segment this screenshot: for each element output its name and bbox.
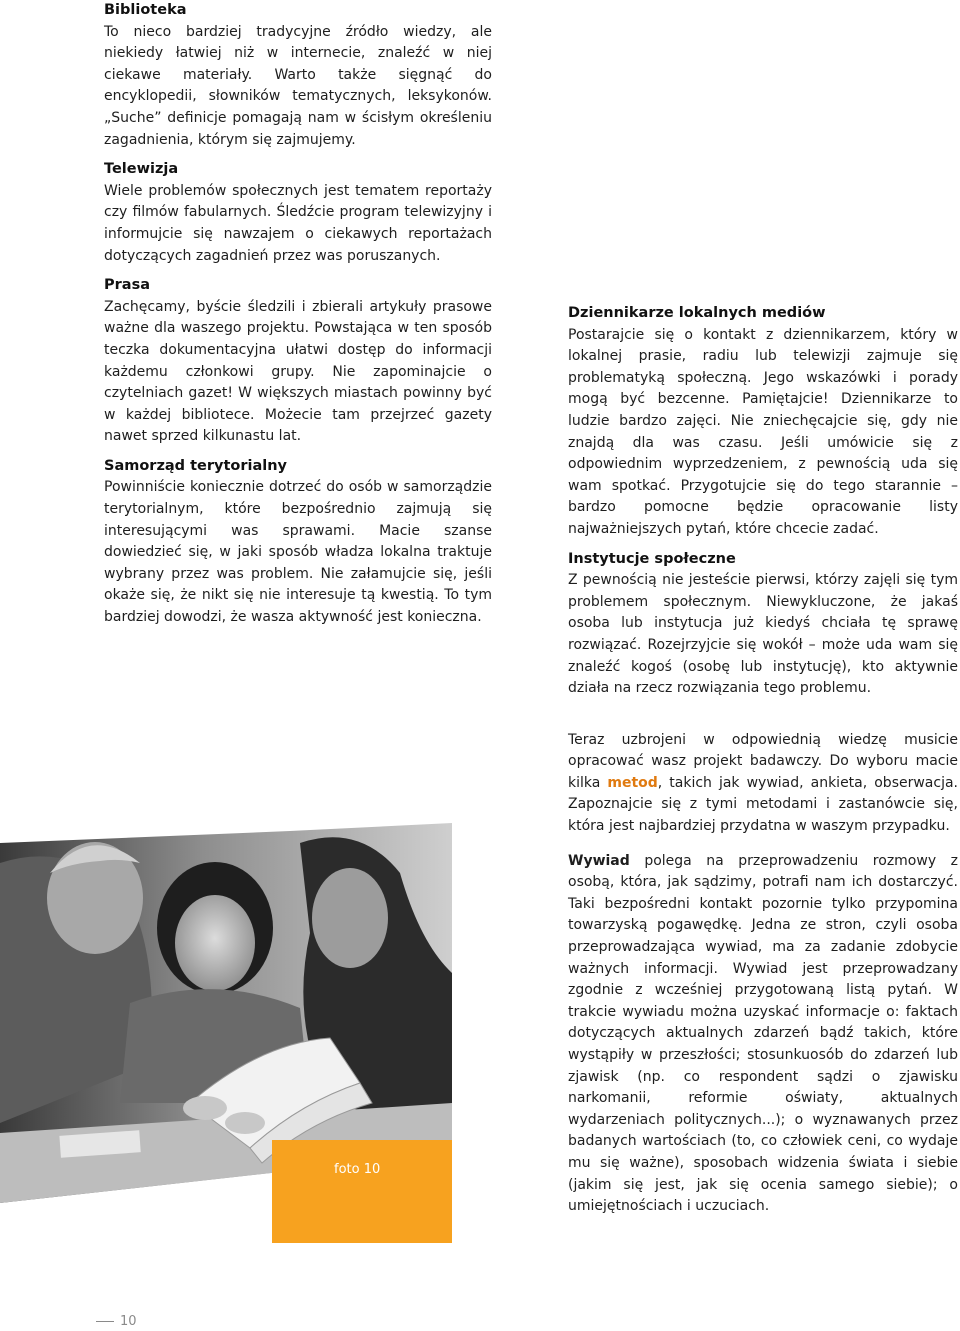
page-number-rule (96, 1321, 114, 1322)
section-heading-dziennikarze: Dziennikarze lokalnych mediów (568, 305, 826, 321)
section-text-telewizja: Wiele problemów społecznych jest tematem reportaży czy filmów fabularnych. Śledźcie program telewizyjny i informujcie się nawzajem o ciekawych reportażach dotyczących zagadnień przez was poruszanych. (104, 182, 492, 264)
section-text-dziennikarze: Postarajcie się o kontakt z dziennikarzem, który w lokalnej prasie, radiu lub telewizji zajmuje się problematyką społeczną. Jego wskazówki i porady mogą być bezcenne. Pamiętajcie! Dziennikarze to ludzie bardzo zajęci. Nie zniechęcajcie się, gdy nie znajdą dla was czasu. Jeśli umówicie się z odpowiednim wyprzedzeniem, z pewnością uda się wam spotkać. Przygotujcie się do tego starannie – bardzo pomocne będzie opracowanie listy najważniejszych pytań, które chcecie zadać. (568, 326, 958, 537)
section-heading-biblioteka: Biblioteka (104, 2, 187, 18)
section-heading-prasa: Prasa (104, 277, 150, 294)
section-text-samorzad: Powinniście koniecznie dotrzeć do osób w samorządzie terytorialnym, które bezpośrednio zajmują się interesującymi was sprawami. Macie szanse dowiedzieć się, w jaki sposób władza lokalna traktuje wybrany przez was problem. Nie załamujcie się, jeśli okaże się, że nikt się nie interesuje tą kwestią. To tym bardziej dowodzi, że wasza aktywność jest konieczna. (104, 479, 492, 626)
methods-paragraph (568, 730, 958, 838)
left-column (104, 0, 492, 629)
methods-text-after: , takich jak wywiad, ankieta, obserwacja. Zapoznajcie się z tymi metodami i zastanówcie się, która jest najbardziej przydatna w waszym przypadku. (568, 774, 958, 835)
section-heading-instytucje: Instytucje społeczne (568, 550, 736, 567)
page-number (96, 1314, 137, 1329)
interview-paragraph (568, 851, 958, 1218)
section-text-biblioteka: To nieco bardziej tradycyjne źródło wiedzy, ale niekiedy łatwiej niż w internecie, znaleźć w niej ciekawe materiały. Warto także sięgnąć do encyklopedii, słowników tematycznych, leksykonów. „Suche” definicje pomagają nam w ścisłym określeniu zagadnienia, którym się zajmujemy. (104, 23, 492, 148)
right-column (568, 303, 958, 1218)
section-text-instytucje: Z pewnością nie jesteście pierwsi, którzy zajęli się tym problemem społecznym. Niewykluczone, że jakaś osoba lub instytucja już kiedyś chciała tę sprawę rozwiązać. Rozejrzyjcie się wokół – może uda wam się znaleźć kogoś (osobę lub instytucję), kto aktywnie działa na rzecz rozwiązania tego problemu. (568, 572, 958, 697)
caption-box (272, 1140, 452, 1243)
methods-highlight: metod (607, 774, 658, 791)
section-text-prasa: Zachęcamy, byście śledzili i zbierali artykuły prasowe ważne dla waszego projektu. Powstająca w ten sposób teczka dokumentacyjna ułatwi dostęp do informacji każdemu członkowi grupy. Nie zapominajcie o czytelniach gazet! W większych miastach powinny być w każdej bibliotece. Możecie tam przejrzeć gazety nawet sprzed kilkunastu lat. (104, 298, 492, 445)
photo-caption: foto 10 (334, 1162, 381, 1177)
section-heading-telewizja: Telewizja (104, 161, 179, 178)
methods-text-before: Teraz uzbrojeni w odpowiednią wiedzę musicie opracować wasz projekt badawczy. Do wyboru macie kilka (568, 731, 958, 791)
page-number-value: 10 (120, 1314, 137, 1329)
interview-lead: Wywiad (568, 852, 630, 869)
section-heading-samorzad: Samorząd terytorialny (104, 457, 288, 474)
interview-text: polega na przeprowadzeniu rozmowy z osobą, która, jak sądzimy, potrafi nam ich dostarczyć. Taki bezpośredni kontakt pozornie tylko przypomina towarzyską pogawędkę. Jedna ze stron, czyli osoba przeprowadzająca wywiad, ma za zadanie zdobycie ważnych informacji. Wywiad jest przeprowadzany zgodnie z wcześniej przygotowaną listą pytań. W trakcie wywiadu można uzyskać informacje o: faktach dotyczących aktualnych zdarzeń bądź takich, które wystąpiły w przeszłości; stosunkuosób do zdarzeń lub zjawisk (np. co respondent sądzi o zjawisku narkomanii, reformie oświaty, aktualnych wydarzeniach politycznych...); o wyznawanych przez badanych wartościach (to, co człowiek ceni, co wydaje mu się ważne), sposobach widzenia świata i siebie (jakim się jest, jak się ocenia samego siebie); o umiejętnościach i uczuciach. (568, 852, 958, 1215)
